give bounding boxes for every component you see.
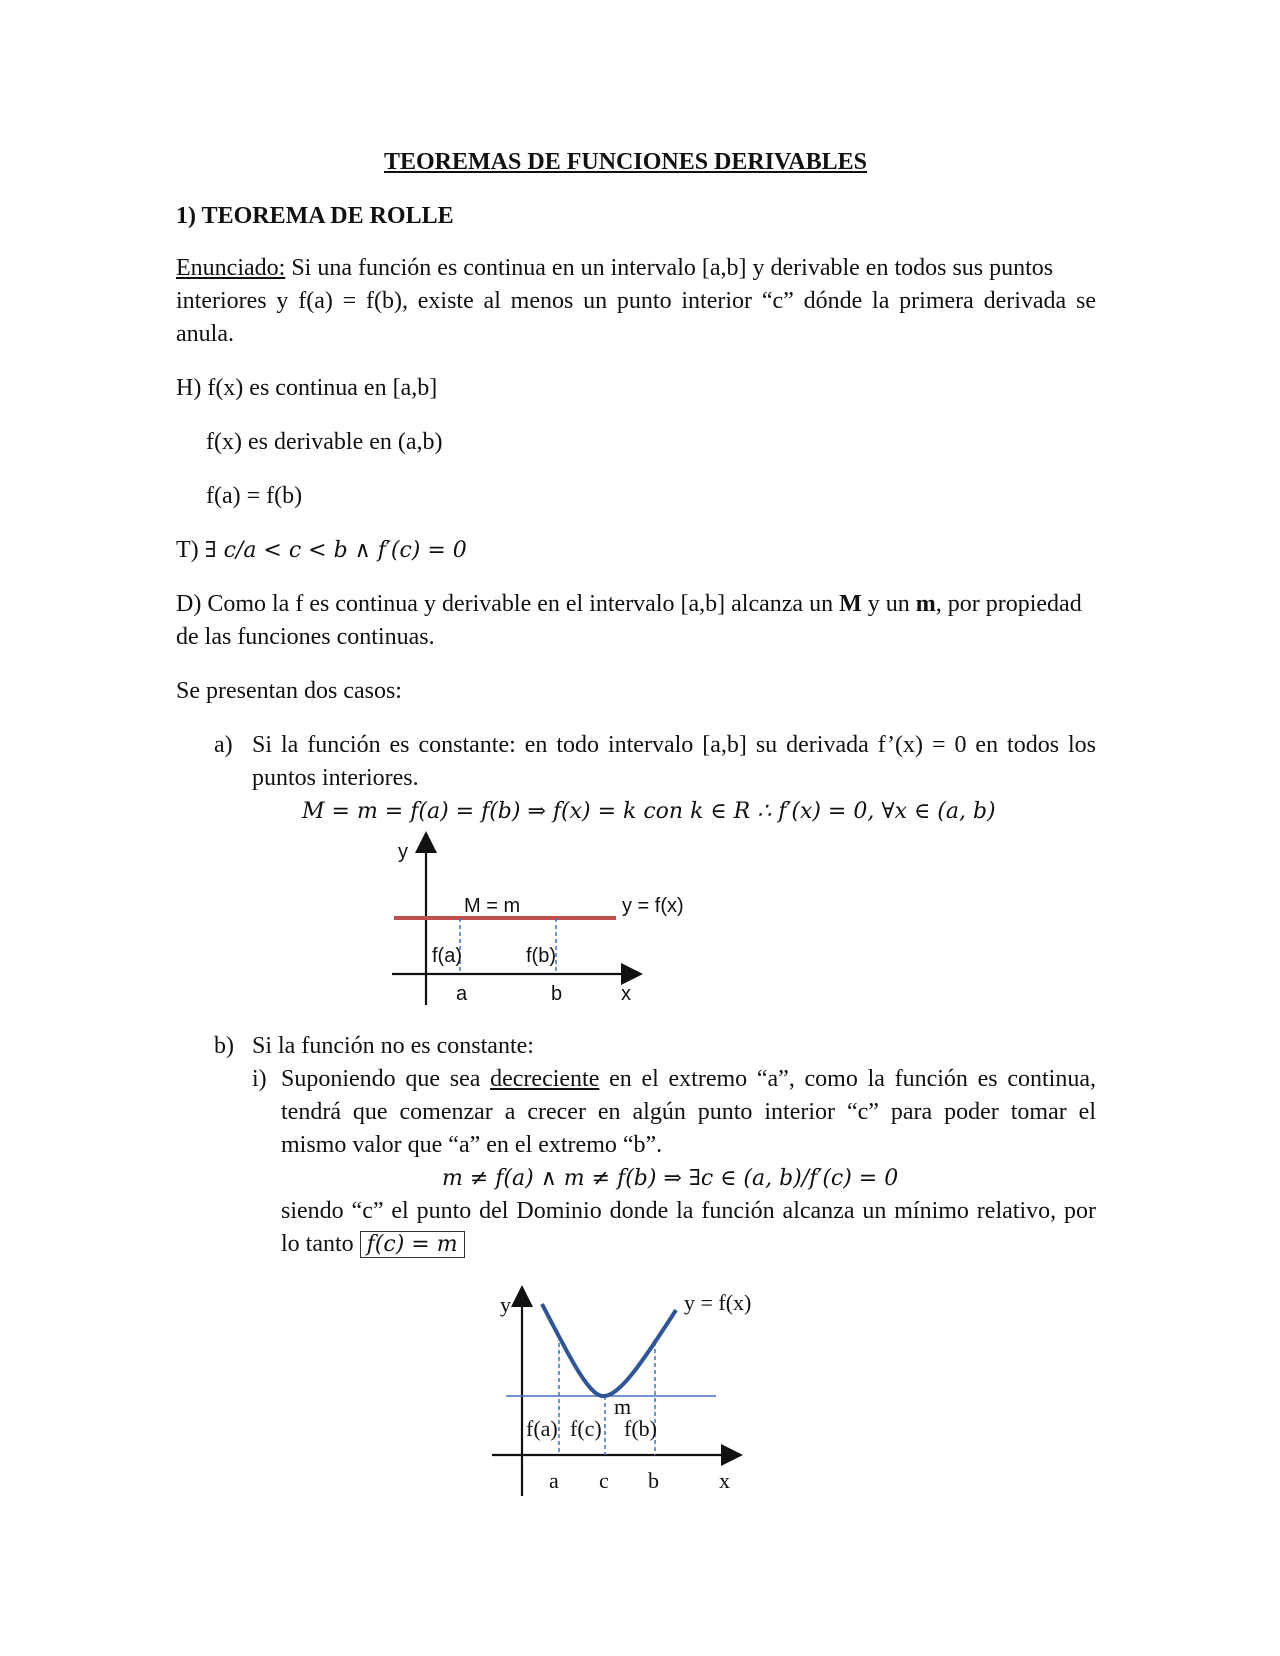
case-a-marker: a) bbox=[214, 732, 233, 758]
enunciado-text-1: Si una función es continua en un intervalo [a,b] y derivable en todos sus puntos bbox=[285, 255, 1054, 281]
hypothesis-3: f(a) = f(b) bbox=[206, 483, 303, 509]
case-bi-formula: m ≠ f(a) ∧ m ≠ f(b) ⇒ ∃c ∈ (a, b)/f′(c) = 0 bbox=[442, 1166, 899, 1191]
hypothesis-1: H) f(x) es continua en [a,b] bbox=[176, 375, 438, 401]
enunciado-line-3: anula. bbox=[176, 321, 234, 347]
case-bi-line-4: siendo “c” el punto del Dominio donde la función alcanza un mínimo relativo, por bbox=[281, 1198, 1096, 1224]
demo-M: M bbox=[839, 591, 862, 617]
fig2-a-label: a bbox=[549, 1468, 559, 1493]
thesis-prefix: T) bbox=[176, 537, 205, 563]
page-title: TEOREMAS DE FUNCIONES DERIVABLES bbox=[384, 149, 867, 175]
fig2-x-label: x bbox=[719, 1468, 730, 1493]
fig2-fc-label: f(c) bbox=[570, 1416, 602, 1441]
fig1-mm-label: M = m bbox=[464, 895, 521, 917]
figure-minimum-function bbox=[480, 1286, 780, 1506]
fig1-fa-label: f(a) bbox=[432, 945, 462, 967]
case-bi-text-a: Suponiendo que sea bbox=[281, 1066, 491, 1092]
case-bi-marker: i) bbox=[252, 1066, 267, 1092]
case-a-line-2: puntos interiores. bbox=[252, 765, 419, 791]
fig2-fa-label: f(a) bbox=[526, 1416, 558, 1441]
fig1-a-label: a bbox=[456, 983, 468, 1005]
thesis-formula: ∃ c/a < c < b ∧ f′(c) = 0 bbox=[204, 538, 467, 563]
fig2-b-label: b bbox=[648, 1468, 659, 1493]
fig2-fb-label: f(b) bbox=[624, 1416, 657, 1441]
hypothesis-2: f(x) es derivable en (a,b) bbox=[206, 429, 443, 455]
fig2-m-label: m bbox=[614, 1394, 632, 1419]
enunciado-line-2: interiores y f(a) = f(b), existe al menos un punto interior “c” dónde la primera derivada se bbox=[176, 288, 1096, 314]
case-bi-line-3: mismo valor que “a” en el extremo “b”. bbox=[281, 1132, 663, 1158]
fig2-curve bbox=[542, 1304, 676, 1396]
case-bi-text-5: lo tanto bbox=[281, 1231, 360, 1257]
decreciente-word: decreciente bbox=[490, 1066, 600, 1092]
fig1-b-label: b bbox=[551, 983, 563, 1005]
demo-m: m bbox=[915, 591, 936, 617]
enunciado-line-1 bbox=[176, 252, 1053, 285]
demo-text-a: D) Como la f es continua y derivable en el intervalo [a,b] alcanza un bbox=[176, 591, 840, 617]
case-a-formula: M = m = f(a) = f(b) ⇒ f(x) = k con k ∈ R ∴ f′(x) = 0, ∀x ∈ (a, b) bbox=[302, 799, 996, 824]
fig1-fb-label: f(b) bbox=[526, 945, 556, 967]
fig1-y-label: y bbox=[398, 841, 408, 863]
figure-constant-function bbox=[380, 830, 700, 1010]
demo-line-2: de las funciones continuas. bbox=[176, 624, 435, 650]
case-bi-text-b: en el extremo “a”, como la función es continua, bbox=[599, 1066, 1096, 1092]
enunciado-label: Enunciado: bbox=[176, 255, 286, 281]
fig1-x-label: x bbox=[621, 983, 631, 1005]
cases-intro: Se presentan dos casos: bbox=[176, 678, 402, 704]
case-b-marker: b) bbox=[214, 1033, 234, 1059]
fig2-curve-label: y = f(x) bbox=[684, 1290, 752, 1315]
demo-text-b: y un bbox=[861, 591, 916, 617]
section-heading: 1) TEOREMA DE ROLLE bbox=[176, 203, 454, 229]
case-bi-line-1 bbox=[281, 1063, 1096, 1096]
boxed-result: f(c) = m bbox=[360, 1231, 465, 1258]
demo-line-1 bbox=[176, 588, 1082, 621]
fig2-c-label: c bbox=[599, 1468, 609, 1493]
case-bi-line-5 bbox=[281, 1228, 465, 1261]
thesis bbox=[176, 534, 467, 567]
case-bi-line-2: tendrá que comenzar a crecer en algún punto interior “c” para poder tomar el bbox=[281, 1099, 1096, 1125]
fig1-curve-label: y = f(x) bbox=[622, 895, 684, 917]
case-b-line-1: Si la función no es constante: bbox=[252, 1033, 534, 1059]
case-a-line-1: Si la función es constante: en todo intervalo [a,b] su derivada f’(x) = 0 en todos los bbox=[252, 732, 1096, 758]
demo-text-c: , por propiedad bbox=[935, 591, 1082, 617]
fig2-y-label: y bbox=[500, 1292, 511, 1317]
